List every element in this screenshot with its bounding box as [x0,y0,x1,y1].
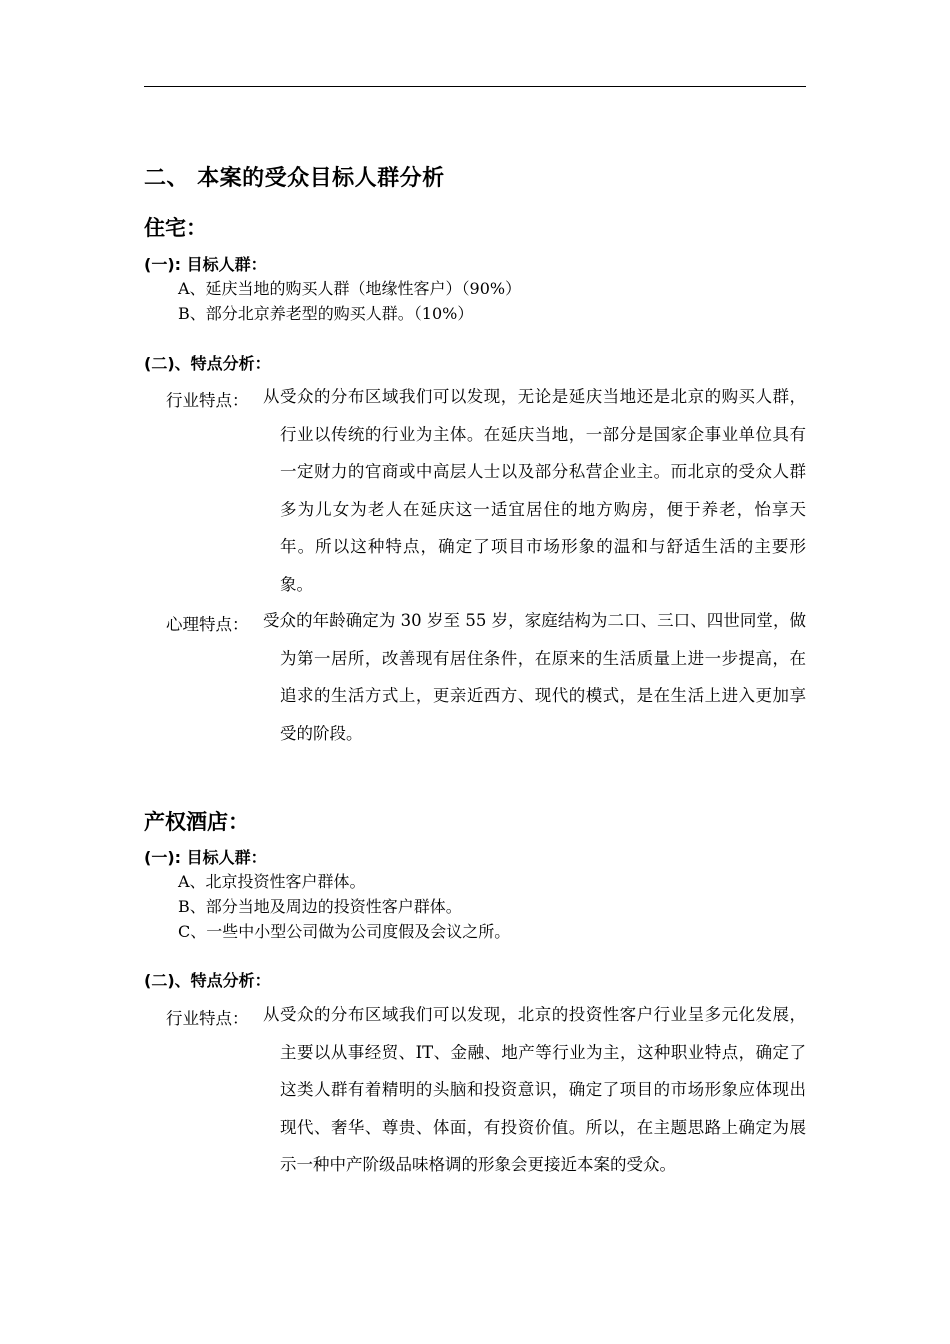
hotel-industry-paragraph [166,1005,806,1184]
residential-industry-paragraph [166,387,806,603]
hotel-target-b: B、部分当地及周边的投资性客户群体。 [178,897,462,916]
section-title: 二、 本案的受众目标人群分析 [144,166,445,191]
hotel-heading: 产权酒店： [144,810,249,834]
hotel-industry-label: 行业特点： [166,1009,249,1028]
hotel-targets-heading: (一): 目标人群： [144,848,267,867]
hotel-target-c: C、一些中小型公司做为公司度假及会议之所。 [178,922,511,941]
residential-target-a: A、延庆当地的购买人群（地缘性客户）（90%） [178,279,522,298]
hotel-target-a: A、北京投资性客户群体。 [178,872,366,891]
residential-industry-text: 从受众的分布区域我们可以发现，无论是延庆当地还是北京的购买人群，行业以传统的行业为主体。在延庆当地，一部分是国家企事业单位具有一定财力的官商或中高层人士以及部分私营企业主。而北京的受众人群多为儿女为老人在延庆这一适宜居住的地方购房，便于养老，怡享天年。所以这种特点，确定了项目市场形象的温和与舒适生活的主要形象。 [263,387,806,594]
residential-target-b: B、部分北京养老型的购买人群。（10%） [178,304,474,323]
residential-heading: 住宅： [144,216,207,240]
residential-industry-label: 行业特点： [166,391,249,410]
residential-psych-paragraph [166,611,806,752]
header-rule [144,86,806,87]
residential-psych-label: 心理特点： [166,615,249,634]
residential-features-heading: (二)、特点分析： [144,354,271,373]
hotel-features-heading: (二)、特点分析： [144,971,271,990]
residential-targets-heading: (一): 目标人群： [144,255,267,274]
hotel-industry-text: 从受众的分布区域我们可以发现，北京的投资性客户行业呈多元化发展，主要以从事经贸、IT、金融、地产等行业为主，这种职业特点，确定了这类人群有着精明的头脑和投资意识，确定了项目的市场形象应体现出现代、奢华、尊贵、体面，有投资价值。所以，在主题思路上确定为展示一种中产阶级品味格调的形象会更接近本案的受众。 [263,1005,806,1174]
residential-psych-text: 受众的年龄确定为 30 岁至 55 岁，家庭结构为二口、三口、四世同堂，做为第一居所，改善现有居住条件，在原来的生活质量上进一步提高，在追求的生活方式上，更亲近西方、现代的模式，是在生活上进入更加享受的阶段。 [263,611,806,743]
